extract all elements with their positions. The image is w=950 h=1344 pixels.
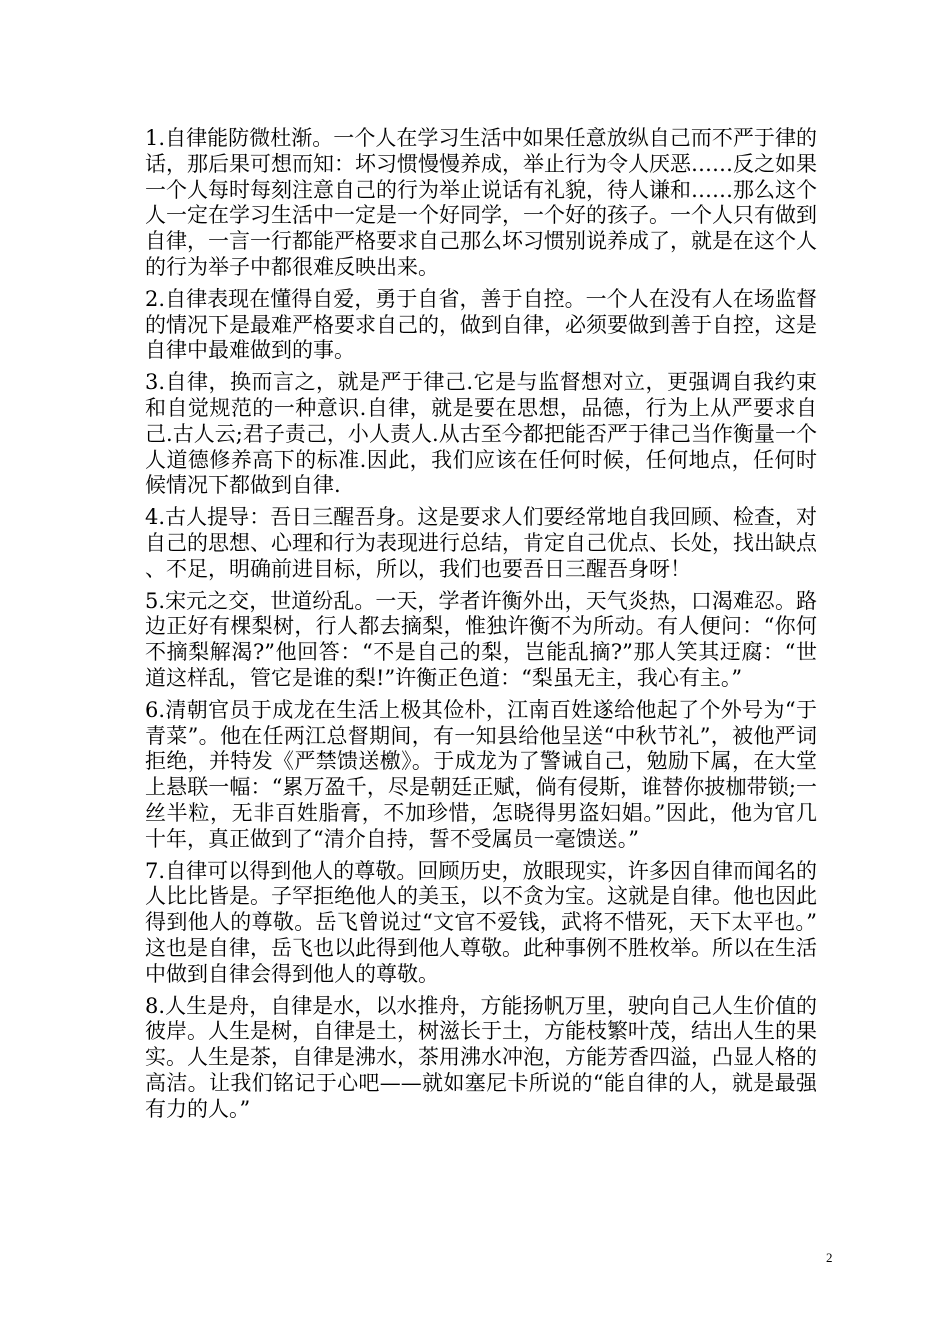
paragraph-5: 5.宋元之交，世道纷乱。一天，学者许衡外出，天气炎热，口渴难忍。路边正好有棵梨树，行人都去摘梨，惟独许衡不为所动。有人便问：“你何不摘梨解渴?”他回答：“不是自己的梨，岂能乱摘?”那人笑其迂腐：“世道这样乱，管它是谁的梨!”许衡正色道：“梨虽无主，我心有主。” (145, 588, 817, 690)
paragraph-6: 6.清朝官员于成龙在生活上极其俭朴，江南百姓遂给他起了个外号为“于青菜”。他在任两江总督期间，有一知县给他呈送“中秋节礼”，被他严词拒绝，并特发《严禁馈送檄》。于成龙为了警诫自己，勉励下属，在大堂上悬联一幅：“累万盈千，尽是朝廷正赋，倘有侵斯，谁替你披枷带锁;一丝半粒，无非百姓脂膏，不加珍惜，怎晓得男盗妇娼。”因此，他为官几十年，真正做到了“清介自持，誓不受属员一毫馈送。” (145, 697, 817, 851)
paragraph-3: 3.自律，换而言之，就是严于律己.它是与监督想对立，更强调自我约束和自觉规范的一种意识.自律，就是要在思想，品德，行为上从严要求自己.古人云;君子责己，小人责人.从古至今都把能否严于律己当作衡量一个人道德修养高下的标准.因此，我们应该在任何时候，任何地点，任何时候情况下都做到自律. (145, 370, 817, 498)
paragraph-7: 7.自律可以得到他人的尊敬。回顾历史，放眼现实，许多因自律而闻名的人比比皆是。子罕拒绝他人的美玉，以不贪为宝。这就是自律。他也因此得到他人的尊敬。岳飞曾说过“文官不爱钱，武将不惜死，天下太平也。”这也是自律，岳飞也以此得到他人尊敬。此种事例不胜枚举。所以在生活中做到自律会得到他人的尊敬。 (145, 858, 817, 986)
page-number: 2 (826, 1250, 833, 1265)
paragraph-2: 2.自律表现在懂得自爱，勇于自省，善于自控。一个人在没有人在场监督的情况下是最难严格要求自己的，做到自律，必须要做到善于自控，这是自律中最难做到的事。 (145, 286, 817, 363)
paragraph-4: 4.古人提导：吾日三醒吾身。这是要求人们要经常地自我回顾、检查，对自己的思想、心理和行为表现进行总结，肯定自己优点、长处，找出缺点、不足，明确前进目标，所以，我们也要吾日三醒吾身呀！ (145, 505, 817, 581)
document-body (145, 126, 817, 1128)
paragraph-1: 1.自律能防微杜渐。一个人在学习生活中如果任意放纵自己而不严于律的话，那后果可想而知：坏习惯慢慢养成，举止行为令人厌恶……反之如果一个人每时每刻注意自己的行为举止说话有礼貌，待人谦和……那么这个人一定在学习生活中一定是一个好同学，一个好的孩子。一个人只有做到自律，一言一行都能严格要求自己那么坏习惯别说养成了，就是在这个人的行为举子中都很难反映出来。 (145, 126, 817, 279)
paragraph-8: 8.人生是舟，自律是水，以水推舟，方能扬帆万里，驶向自己人生价值的彼岸。人生是树，自律是土，树滋长于土，方能枝繁叶茂，结出人生的果实。人生是茶，自律是沸水，茶用沸水冲泡，方能芳香四溢，凸显人格的高洁。让我们铭记于心吧——就如塞尼卡所说的“能自律的人，就是最强有力的人。” (145, 993, 817, 1121)
